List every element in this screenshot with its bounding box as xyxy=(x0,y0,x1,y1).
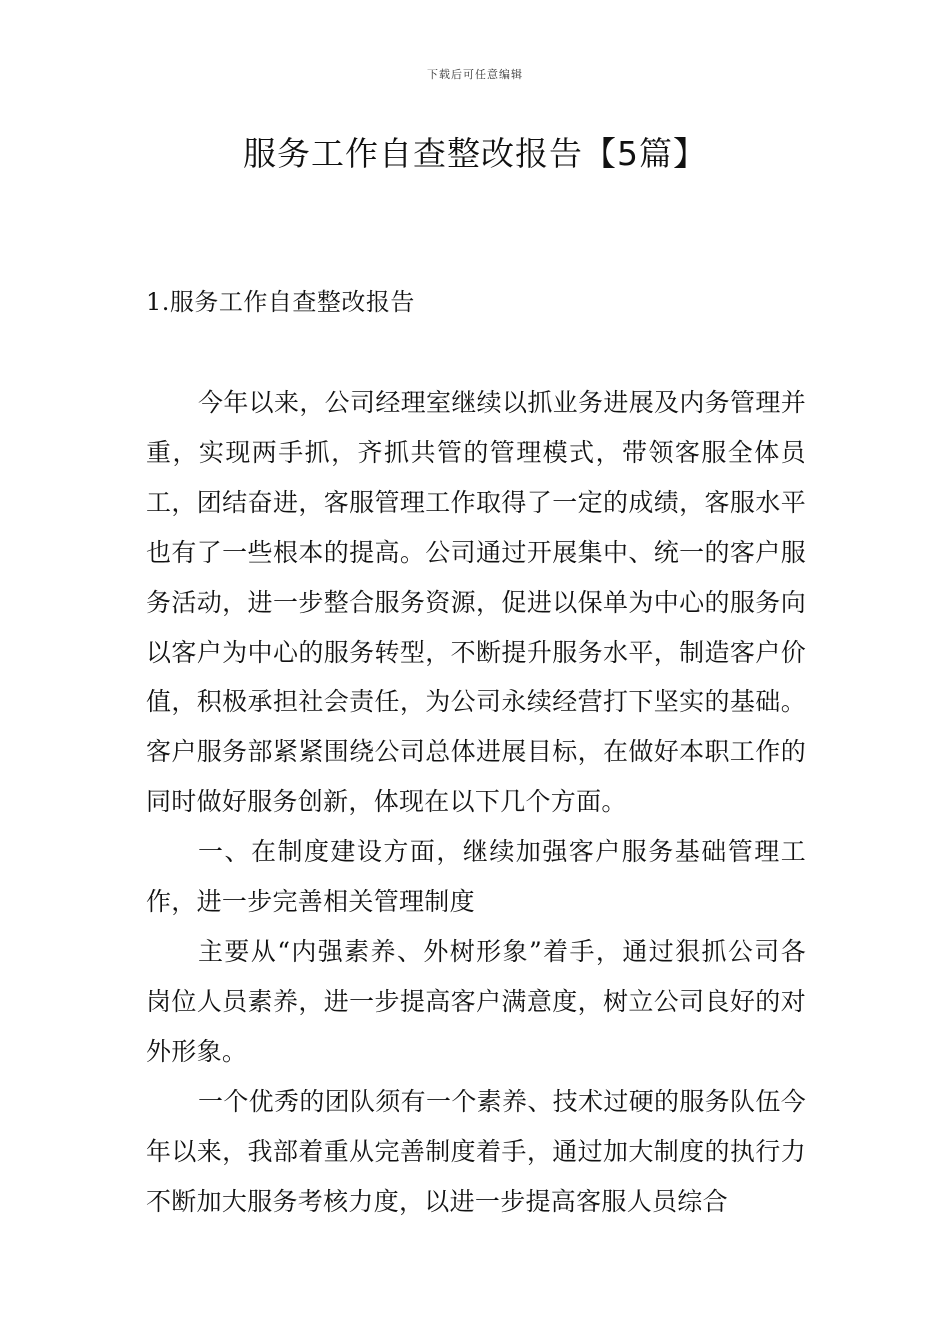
header-note: 下载后可任意编辑 xyxy=(427,68,523,81)
document-title: 服务工作自查整改报告【5篇】 xyxy=(243,134,707,173)
body-paragraph: 主要从“内强素养、外树形象”着手，通过狠抓公司各岗位人员素养，进一步提高客户满意度，树立公司良好的对外形象。 xyxy=(146,936,806,1066)
body-paragraph: 今年以来，公司经理室继续以抓业务进展及内务管理并重，实现两手抓，齐抓共管的管理模式，带领客服全体员工，团结奋进，客服管理工作取得了一定的成绩，客服水平也有了一些根本的提高。公司通过开展集中、统一的客户服务活动，进一步整合服务资源，促进以保单为中心的服务向以客户为中心的服务转型，不断提升服务水平，制造客户价值，积极承担社会责任，为公司永续经营打下坚实的基础。客户服务部紧紧围绕公司总体进展目标，在做好本职工作的同时做好服务创新，体现在以下几个方面。 xyxy=(146,388,806,817)
body-paragraph: 一、在制度建设方面，继续加强客户服务基础管理工作，进一步完善相关管理制度 xyxy=(146,837,806,917)
section-heading: 1.服务工作自查整改报告 xyxy=(146,288,415,316)
body-paragraph: 一个优秀的团队须有一个素养、技术过硬的服务队伍今年以来，我部着重从完善制度着手，通过加大制度的执行力不断加大服务考核力度，以进一步提高客服人员综合 xyxy=(146,1086,806,1216)
document-body xyxy=(146,378,806,1226)
